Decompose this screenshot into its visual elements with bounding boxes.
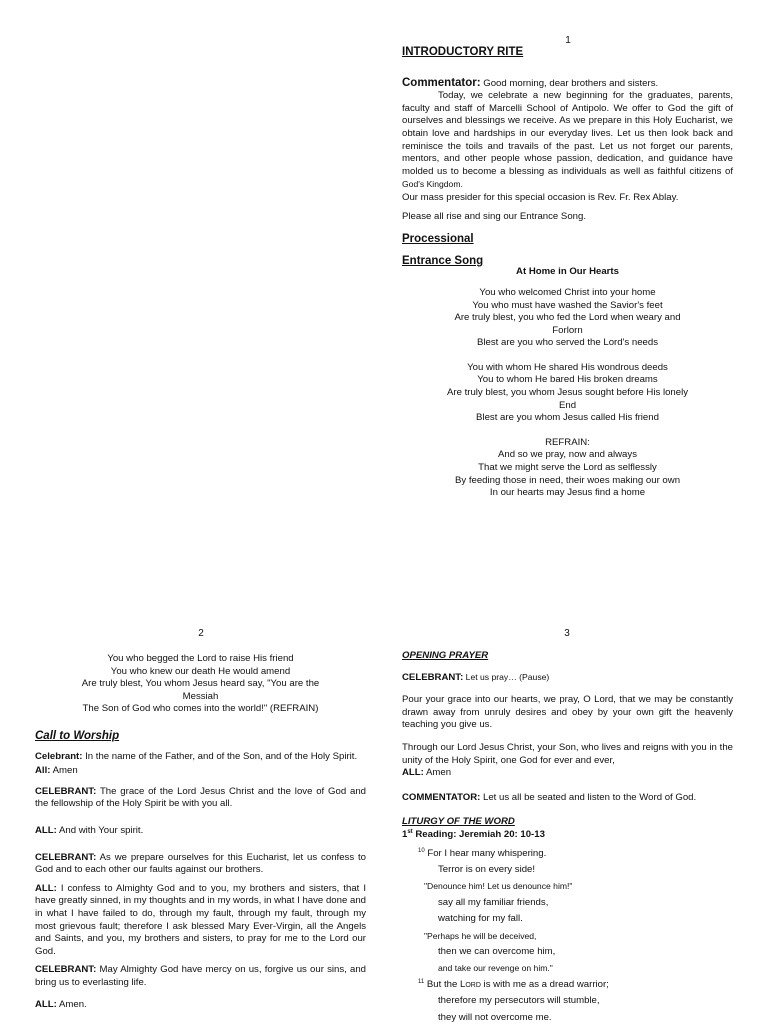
exchange-text: In the name of the Father, and of the Son, and of the Holy Spirit. <box>82 750 358 762</box>
speaker-label: ALL: <box>35 824 57 836</box>
scripture-passage <box>402 846 733 1026</box>
scripture-line: "Denounce him! Let us denounce him!" <box>424 881 573 892</box>
song-refrain <box>402 437 733 500</box>
exchange-5 <box>35 852 366 877</box>
entrance-song-heading: Entrance Song <box>402 254 484 267</box>
scripture-text: For I hear many whispering. <box>427 847 547 859</box>
page-number: 2 <box>198 628 204 639</box>
lyric-line: The Son of God who comes into the world!" (REFRAIN) <box>82 703 319 715</box>
commentator-text: Let us all be seated and listen to the Word of God. <box>480 791 697 803</box>
lyric-line: End <box>558 399 577 411</box>
speaker-label: Celebrant: <box>35 750 83 762</box>
scripture-line <box>402 846 733 862</box>
page-1 <box>402 46 733 500</box>
verse-number: 10 <box>418 847 425 854</box>
exchange-text: Amen. <box>56 999 87 1011</box>
presider-line: Our mass presider for this special occasion is Rev. Fr. Rex Ablay. <box>402 191 679 203</box>
lyric-line: You who welcomed Christ into your home <box>479 286 656 298</box>
speaker-label: CELEBRANT: <box>35 964 97 976</box>
speaker-label: CELEBRANT: <box>35 851 97 863</box>
prayer-paragraph-2: Through our Lord Jesus Christ, your Son, who lives and reigns with you in the unity of the Holy Spirit, one God for ever and ever, <box>402 741 733 766</box>
exchange-text: As we prepare ourselves for this Eucharist, let us confess to God and to each other our faults against our brothers. <box>35 851 366 876</box>
exchange-text: And with Your spirit. <box>56 824 144 836</box>
scripture-line: and take our revenge on him." <box>438 963 553 974</box>
exchange-3 <box>35 786 366 811</box>
scripture-text: But the <box>426 978 460 990</box>
scripture-line: Terror is on every side! <box>438 863 536 875</box>
celebrant-line <box>402 671 733 685</box>
lyric-line: REFRAIN: <box>545 436 590 448</box>
exchange-6 <box>35 883 366 959</box>
lyric-line: And so we pray, now and always <box>497 449 637 461</box>
celebrant-text: Let us pray… (Pause) <box>463 671 550 682</box>
all-amen-line <box>402 767 733 780</box>
opening-prayer-heading: OPENING PRAYER <box>402 650 489 661</box>
song-verse-1 <box>402 287 733 350</box>
reading-title <box>402 829 733 842</box>
scripture-line: watching for my fall. <box>438 913 523 925</box>
intro-paragraph <box>402 90 733 192</box>
lyric-line: By feeding those in need, their woes making our own <box>454 474 681 486</box>
reading-number: 1 <box>402 828 408 840</box>
scripture-line: then we can overcome him, <box>438 945 556 957</box>
commentator-line <box>402 792 733 805</box>
scripture-line <box>402 977 733 993</box>
page-3 <box>402 650 733 1026</box>
scripture-text: Lord <box>459 978 481 990</box>
speaker-label: ALL: <box>35 882 57 894</box>
song-verse-2 <box>402 362 733 425</box>
speaker-label: All: <box>35 765 51 777</box>
exchange-8 <box>35 999 366 1012</box>
speaker-label: CELEBRANT: <box>35 785 97 797</box>
scripture-line: they will not overcome me. <box>438 1011 552 1023</box>
lyric-line: You who begged the Lord to raise His friend <box>107 653 294 664</box>
exchange-2 <box>35 765 366 778</box>
speaker-label: ALL: <box>402 767 424 779</box>
lyric-line: That we might serve the Lord as selflessly <box>478 462 657 474</box>
exchange-4 <box>35 825 366 838</box>
commentator-line <box>402 77 733 91</box>
exchange-1 <box>35 751 366 764</box>
lyric-line: You who knew our death He would amend <box>110 665 291 677</box>
page-2 <box>35 653 366 1012</box>
scripture-text: is with me as a dread warrior; <box>480 978 609 990</box>
scripture-line: therefore my persecutors will stumble, <box>438 995 600 1007</box>
exchange-text: May Almighty God have mercy on us, forgive us our sins, and bring us to everlasting life. <box>35 964 366 988</box>
song-verse-3 <box>35 653 366 716</box>
lyric-line: You who must have washed the Savior's feet <box>472 299 663 311</box>
lyric-line: Forlorn <box>552 324 583 336</box>
speaker-label: ALL: <box>35 999 57 1011</box>
call-to-worship-heading: Call to Worship <box>35 729 120 742</box>
verse-number: 11 <box>418 978 425 985</box>
page-number: 3 <box>564 628 570 639</box>
intro-text: Today, we celebrate a new beginning for the graduates, parents, faculty and staff of Marcelli School of Antipolo. We offer to God the gift of ourselves and blessings we receive. As we prepare in this Holy Eucharist, we obtain love and hardships in our everyday lives. Let us then look back and reminisce the toils and travails of the past. Let us not forget our parents, mentors, and other people whose passion, dedication, and guidance have molded us to become a blessing as individuals as well as faithful citizens of <box>402 90 733 177</box>
speaker-label: COMMENTATOR: <box>402 791 481 803</box>
lyric-line: You with whom He shared His wondrous deeds <box>467 361 668 373</box>
scripture-line: "Perhaps he will be deceived, <box>424 930 537 941</box>
page-number: 1 <box>565 35 571 46</box>
reading-title-text: Reading: Jeremiah 20: 10-13 <box>412 828 545 840</box>
scripture-line: say all my familiar friends, <box>438 896 549 908</box>
lyric-line: Messiah <box>182 690 219 702</box>
lyric-line: Blest are you whom Jesus called His friend <box>476 412 659 424</box>
lyric-line: In our hearts may Jesus find a home <box>489 487 646 499</box>
commentator-greeting: Good morning, dear brothers and sisters. <box>480 77 659 89</box>
all-text: Amen <box>423 767 452 779</box>
lyric-line: Are truly blest, You whom Jesus heard say, "You are the <box>81 678 320 690</box>
lyric-line: Are truly blest, you who fed the Lord when weary and <box>454 312 681 324</box>
lyric-line: Blest are you who served the Lord's needs <box>476 337 659 349</box>
intro-text-end: God's Kingdom. <box>402 179 463 190</box>
section-heading-introductory-rite: INTRODUCTORY RITE <box>402 46 524 58</box>
exchange-text: Amen <box>50 765 78 777</box>
rise-line: Please all rise and sing our Entrance Song. <box>402 210 586 222</box>
speaker-label: CELEBRANT: <box>402 671 464 683</box>
commentator-label: Commentator: <box>402 76 481 89</box>
reading-ordinal: st <box>407 828 413 835</box>
processional-heading: Processional <box>402 233 474 246</box>
exchange-text: I confess to Almighty God and to you, my brothers and sisters, that I have greatly sinned, in my thoughts and in my words, in what I have done and in what I have failed to do, through my fault, through my fault, through my most grievous fault; therefore I ask blessed Mary Ever-Virgin, all the Angels and Saints, and you, my brothers and sisters, to pray for me to the Lord our God. <box>35 882 366 957</box>
lyric-line: You to whom He bared His broken dreams <box>477 374 658 386</box>
prayer-paragraph-1: Pour your grace into our hearts, we pray, O Lord, that we may be constantly drawn away from unruly desires and obey by your own gift the heavenly teaching you give us. <box>402 694 733 731</box>
exchange-text: The grace of the Lord Jesus Christ and the love of God and the fellowship of the Holy Spirit be with you all. <box>35 785 366 810</box>
lyric-line: Are truly blest, you whom Jesus sought before His lonely <box>446 387 689 399</box>
song-title: At Home in Our Hearts <box>516 266 619 278</box>
exchange-7 <box>35 964 366 989</box>
liturgy-heading: LITURGY OF THE WORD <box>402 816 515 828</box>
